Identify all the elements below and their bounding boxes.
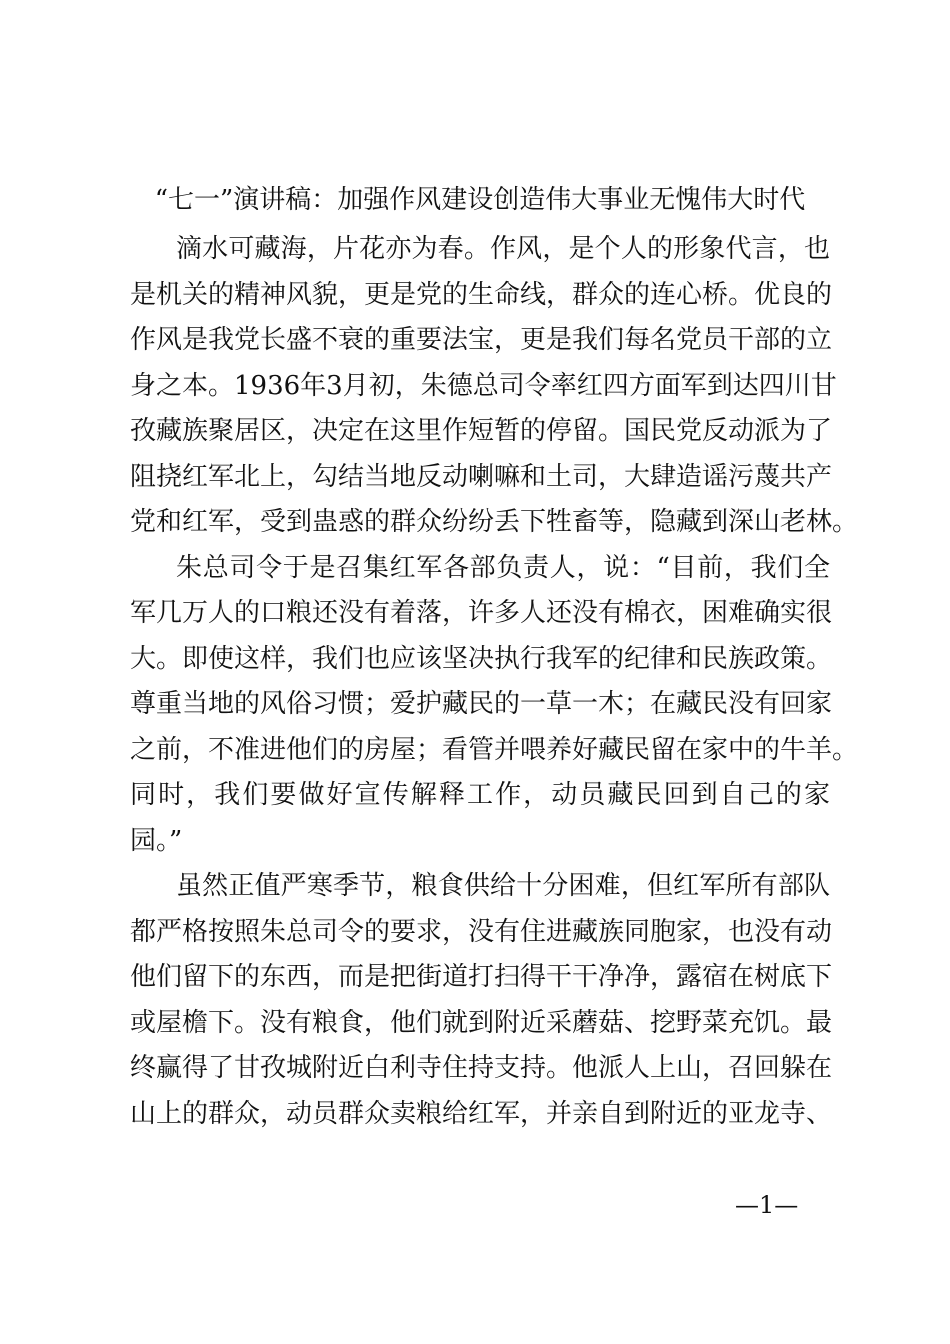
text-line: 是机关的精神风貌，更是党的生命线，群众的连心桥。优良的 (130, 279, 833, 310)
paragraph-1 (130, 227, 859, 546)
text-line: 身之本。1936年3月初，朱德总司令率红四方面军到达四川甘 (130, 370, 837, 401)
paragraph-2 (130, 546, 859, 865)
text-line: 作风是我党长盛不衰的重要法宝，更是我们每名党员干部的立 (130, 325, 833, 355)
text-line: 或屋檐下。没有粮食，他们就到附近采蘑菇、挖野菜充饥。最 (130, 1007, 833, 1038)
text-line: 尊重当地的风俗习惯；爱护藏民的一草一木；在藏民没有回家 (130, 689, 833, 719)
text-line: 终赢得了甘孜城附近白利寺住持支持。他派人上山，召回躲在 (130, 1053, 833, 1083)
text-line: 党和红军，受到蛊惑的群众纷纷丢下牲畜等，隐藏到深山老林。 (130, 507, 859, 537)
text-line: 朱总司令于是召集红军各部负责人，说：“目前，我们全 (176, 552, 830, 583)
text-line: 孜藏族聚居区，决定在这里作短暂的停留。国民党反动派为了 (130, 416, 833, 446)
text-line: 军几万人的口粮还没有着落，许多人还没有棉衣，困难确实很 (130, 598, 833, 628)
text-line: 他们留下的东西，而是把街道打扫得干干净净，露宿在树底下 (130, 962, 833, 992)
text-line: 之前，不准进他们的房屋；看管并喂养好藏民留在家中的牛羊。 (130, 734, 859, 765)
paragraph-3 (130, 864, 833, 1137)
document-body (130, 227, 859, 1137)
text-line: 阻挠红军北上，勾结当地反动喇嘛和土司，大肆造谣污蔑共产 (130, 461, 833, 492)
text-line: 大。即使这样，我们也应该坚决执行我军的纪律和民族政策。 (130, 643, 833, 674)
document-title: “七一”演讲稿：加强作风建设创造伟大事业无愧伟大时代 (154, 185, 806, 215)
text-line: 虽然正值严寒季节，粮食供给十分困难，但红军所有部队 (176, 871, 830, 901)
text-line: 都严格按照朱总司令的要求，没有住进藏族同胞家，也没有动 (130, 916, 833, 947)
text-line: 山上的群众，动员群众卖粮给红军，并亲自到附近的亚龙寺、 (130, 1098, 833, 1129)
text-line: 园。” (130, 825, 183, 856)
text-line: 滴水可藏海，片花亦为春。作风，是个人的形象代言，也 (176, 234, 830, 264)
page-number: —1— (735, 1191, 799, 1219)
text-line: 同时，我们要做好宣传解释工作，动员藏民回到自己的家 (130, 780, 830, 810)
